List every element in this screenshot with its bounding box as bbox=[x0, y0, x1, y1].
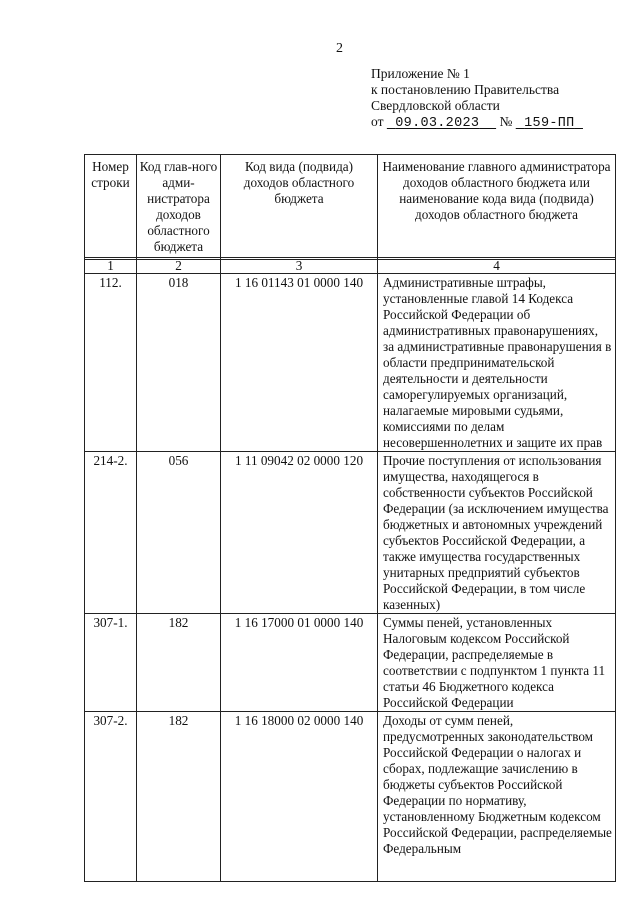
table-row bbox=[85, 452, 616, 614]
table-row bbox=[85, 614, 616, 712]
admin-code: 018 bbox=[137, 274, 221, 452]
income-name: Доходы от сумм пеней, предусмотренных законодательством Российской Федерации о налогах и сборах, подлежащие зачислению в бюджеты субъектов Российской Федерации по нормативу, установленному Бюджетным кодексом Российской Федерации, распределяемые Федеральным bbox=[378, 712, 616, 882]
income-name: Суммы пеней, установленных Налоговым кодексом Российской Федерации, распределяемые в соответствии с подпунктом 1 пункта 11 статьи 46 Бюджетного кодекса Российской Федерации bbox=[378, 614, 616, 712]
appendix-block bbox=[371, 66, 583, 132]
row-number: 112. bbox=[85, 274, 137, 452]
admin-code: 182 bbox=[137, 614, 221, 712]
header-admin-code: Код глав-ного адми-нистратора доходов областного бюджета bbox=[137, 155, 221, 260]
page-number: 2 bbox=[336, 41, 343, 56]
income-code: 1 16 17000 01 0000 140 bbox=[221, 614, 378, 712]
header-row-number: Номер строки bbox=[85, 155, 137, 260]
appendix-title: Приложение № 1 bbox=[371, 66, 470, 81]
table-row bbox=[85, 274, 616, 452]
income-code: 1 16 18000 02 0000 140 bbox=[221, 712, 378, 882]
admin-code: 182 bbox=[137, 712, 221, 882]
admin-code: 056 bbox=[137, 452, 221, 614]
resolution-number: 159-ПП bbox=[524, 116, 575, 131]
row-number: 214-2. bbox=[85, 452, 137, 614]
appendix-date-line bbox=[371, 114, 583, 132]
column-number: 4 bbox=[378, 258, 616, 274]
row-number: 307-2. bbox=[85, 712, 137, 882]
appendix-region: Свердловской области bbox=[371, 98, 500, 113]
table-header bbox=[84, 154, 616, 260]
column-number: 1 bbox=[85, 258, 137, 274]
from-label: от bbox=[371, 114, 384, 129]
income-name: Прочие поступления от использования имущества, находящегося в собственности субъектов Российской Федерации (за исключением имущества бюджетных и автономных учреждений субъектов Российской Федерации, а также имущества государственных унитарных предприятий субъектов Российской Федерации, в том числе казенных) bbox=[378, 452, 616, 614]
table-row bbox=[85, 712, 616, 882]
header-income-code: Код вида (подвида) доходов областного бюджета bbox=[221, 155, 378, 260]
column-number: 3 bbox=[221, 258, 378, 274]
appendix-subtitle: к постановлению Правительства bbox=[371, 82, 560, 97]
column-number-row bbox=[85, 258, 616, 274]
income-table bbox=[84, 257, 616, 882]
column-number: 2 bbox=[137, 258, 221, 274]
number-label: № bbox=[499, 114, 513, 129]
income-code: 1 16 01143 01 0000 140 bbox=[221, 274, 378, 452]
income-name: Административные штрафы, установленные главой 14 Кодекса Российской Федерации об административных правонарушениях, за административные правонарушения в области предпринимательской деятельности и деятельности саморегулируемых организаций, налагаемые мировыми судьями, комиссиями по делам несовершеннолетних и защите их прав bbox=[378, 274, 616, 452]
income-code: 1 11 09042 02 0000 120 bbox=[221, 452, 378, 614]
resolution-date: 09.03.2023 bbox=[395, 116, 480, 131]
header-name: Наименование главного администратора доходов областного бюджета или наименование кода вида (подвида) доходов областного бюджета bbox=[378, 155, 616, 260]
row-number: 307-1. bbox=[85, 614, 137, 712]
